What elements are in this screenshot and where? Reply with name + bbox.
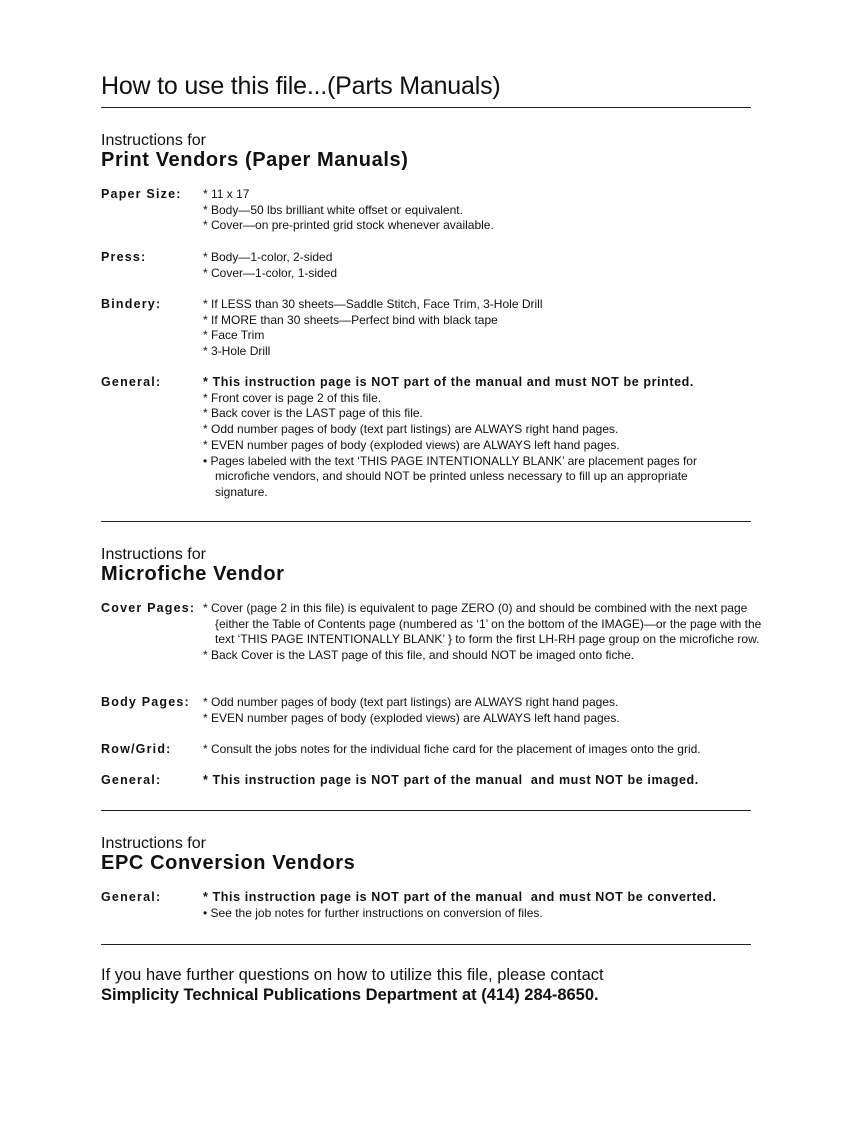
list-item: * Body—1-color, 2-sided	[203, 250, 333, 264]
divider	[101, 944, 749, 945]
print-intro: Instructions for	[101, 132, 206, 149]
divider	[101, 107, 749, 108]
list-item: * Cover—1-color, 1-sided	[203, 265, 338, 280]
list-item: * If MORE than 30 sheets—Perfect bind with black tape	[203, 312, 498, 327]
press-label: Press:	[101, 250, 147, 264]
list-item: * Back cover is the LAST page of this file.	[203, 406, 423, 421]
microfiche-general-list	[203, 773, 763, 789]
list-item: * EVEN number pages of body (exploded views) are ALWAYS left hand pages.	[203, 710, 620, 725]
epc-intro: Instructions for	[101, 835, 206, 852]
list-item: * This instruction page is NOT part of the manual and must NOT be imaged.	[203, 773, 699, 787]
list-item: * Consult the jobs notes for the individual fiche card for the placement of images onto the grid.	[203, 742, 701, 756]
print-heading: Print Vendors (Paper Manuals)	[101, 149, 409, 171]
microfiche-heading: Microfiche Vendor	[101, 563, 285, 585]
list-item: • Pages labeled with the text ‘THIS PAGE INTENTIONALLY BLANK’ are placement pages for microfiche vendors, and should NOT be printed unless necessary to fill up an appropriate signature.	[203, 453, 697, 499]
list-item: • See the job notes for further instructions on conversion of files.	[203, 905, 543, 920]
print-general-list	[203, 375, 763, 501]
list-item: * 11 x 17	[203, 187, 250, 201]
cover-pages-list	[203, 601, 763, 664]
list-item: * Odd number pages of body (text part listings) are ALWAYS right hand pages.	[203, 422, 619, 437]
body-pages-label: Body Pages:	[101, 695, 190, 709]
press-list	[203, 250, 763, 281]
list-item: * Back Cover is the LAST page of this file, and should NOT be imaged onto fiche.	[203, 648, 635, 663]
list-item: * This instruction page is NOT part of the manual and must NOT be converted.	[203, 890, 717, 904]
row-grid-list	[203, 742, 763, 758]
divider	[101, 521, 749, 522]
epc-heading: EPC Conversion Vendors	[101, 852, 356, 874]
row-grid-label: Row/Grid:	[101, 742, 172, 756]
list-item: * 3-Hole Drill	[203, 344, 271, 359]
microfiche-general-label: General:	[101, 773, 162, 787]
list-item: * This instruction page is NOT part of the manual and must NOT be printed.	[203, 375, 694, 389]
paper-size-list	[203, 187, 763, 234]
list-item: * Face Trim	[203, 328, 265, 343]
microfiche-intro: Instructions for	[101, 546, 206, 563]
bindery-label: Bindery:	[101, 297, 162, 311]
list-item: * Odd number pages of body (text part listings) are ALWAYS right hand pages.	[203, 695, 619, 709]
list-item: * If LESS than 30 sheets—Saddle Stitch, Face Trim, 3-Hole Drill	[203, 297, 543, 311]
page-title: How to use this file...(Parts Manuals)	[101, 72, 501, 100]
list-item: * Cover—on pre-printed grid stock whenever available.	[203, 218, 494, 233]
print-general-label: General:	[101, 375, 162, 389]
cover-pages-label: Cover Pages:	[101, 601, 196, 615]
divider	[101, 810, 749, 811]
contact-text: If you have further questions on how to utilize this file, please contact	[101, 966, 604, 984]
list-item: * Body—50 lbs brilliant white offset or equivalent.	[203, 202, 463, 217]
bindery-list	[203, 297, 763, 360]
paper-size-label: Paper Size:	[101, 187, 182, 201]
epc-general-list	[203, 890, 763, 921]
list-item: * Front cover is page 2 of this file.	[203, 390, 382, 405]
list-item: * Cover (page 2 in this file) is equivalent to page ZERO (0) and should be combined with the next page {either the Table of Contents page (numbered as ‘1’ on the bottom of the IMAGE)—or the page with the text ‘THIS PAGE INTENTIONALLY BLANK’ } to form the first LH-RH page group on the microfiche row.	[203, 601, 762, 647]
epc-general-label: General:	[101, 890, 162, 904]
list-item: * EVEN number pages of body (exploded views) are ALWAYS left hand pages.	[203, 437, 620, 452]
body-pages-list	[203, 695, 763, 726]
contact-department: Simplicity Technical Publications Department at (414) 284-8650.	[101, 986, 599, 1004]
